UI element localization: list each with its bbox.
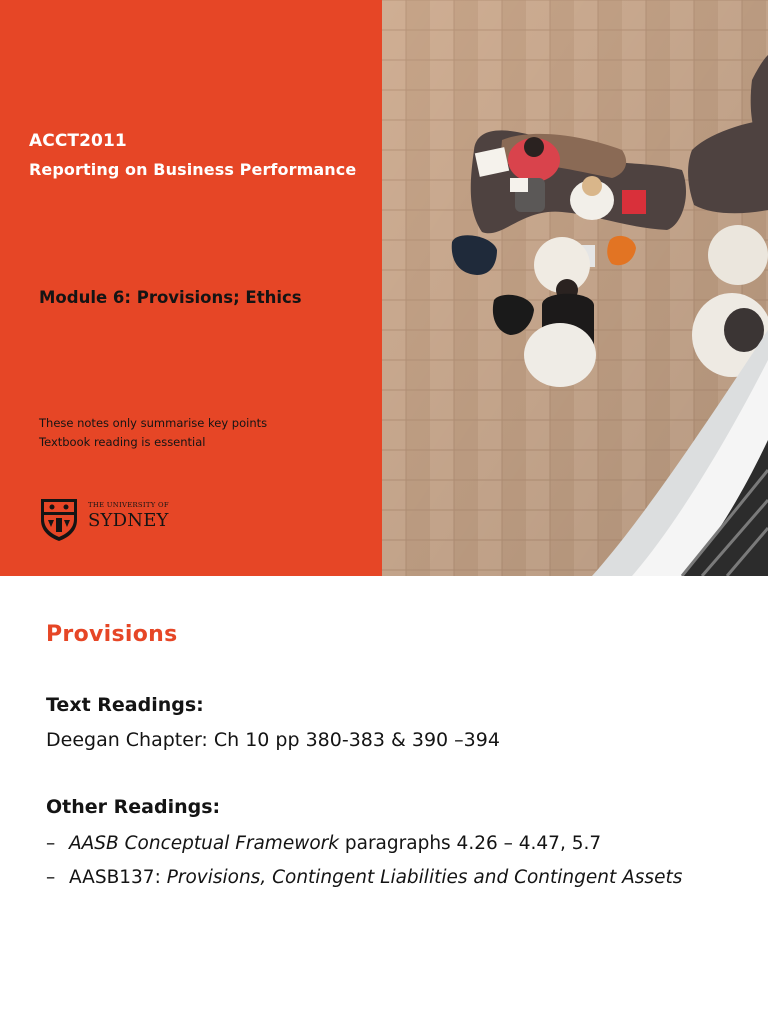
reading-list-item: [46, 867, 682, 888]
logo-line-2: SYDNEY: [88, 510, 169, 531]
course-code: ACCT2011: [29, 131, 127, 151]
content-slide: [0, 576, 768, 1024]
logo-line-1: THE UNIVERSITY OF: [88, 501, 169, 509]
university-logo: [38, 496, 178, 542]
reading-title-italic: Provisions, Contingent Liabilities and Contingent Assets: [166, 867, 683, 888]
university-crest-icon: [38, 496, 80, 542]
title-panel: [0, 0, 382, 576]
text-readings-body: Deegan Chapter: Ch 10 pp 380-383 & 390 –394: [46, 729, 500, 751]
bullet-dash: –: [46, 833, 56, 854]
reading-prefix: AASB137:: [69, 867, 167, 888]
note-line-1: These notes only summarise key points: [39, 416, 268, 430]
note-line-2: Textbook reading is essential: [39, 435, 206, 449]
bullet-dash: –: [46, 867, 56, 888]
other-readings-heading: Other Readings:: [46, 796, 221, 818]
reading-list-item: [46, 833, 601, 854]
reading-title-italic: AASB Conceptual Framework: [69, 833, 339, 854]
text-readings-heading: Text Readings:: [46, 694, 204, 716]
course-title: Reporting on Business Performance: [29, 160, 357, 179]
students-studying-overhead-photo: [382, 0, 768, 576]
module-title: Module 6: Provisions; Ethics: [39, 288, 302, 307]
reading-detail: paragraphs 4.26 – 4.47, 5.7: [338, 833, 602, 854]
slide-title: Provisions: [46, 622, 178, 647]
